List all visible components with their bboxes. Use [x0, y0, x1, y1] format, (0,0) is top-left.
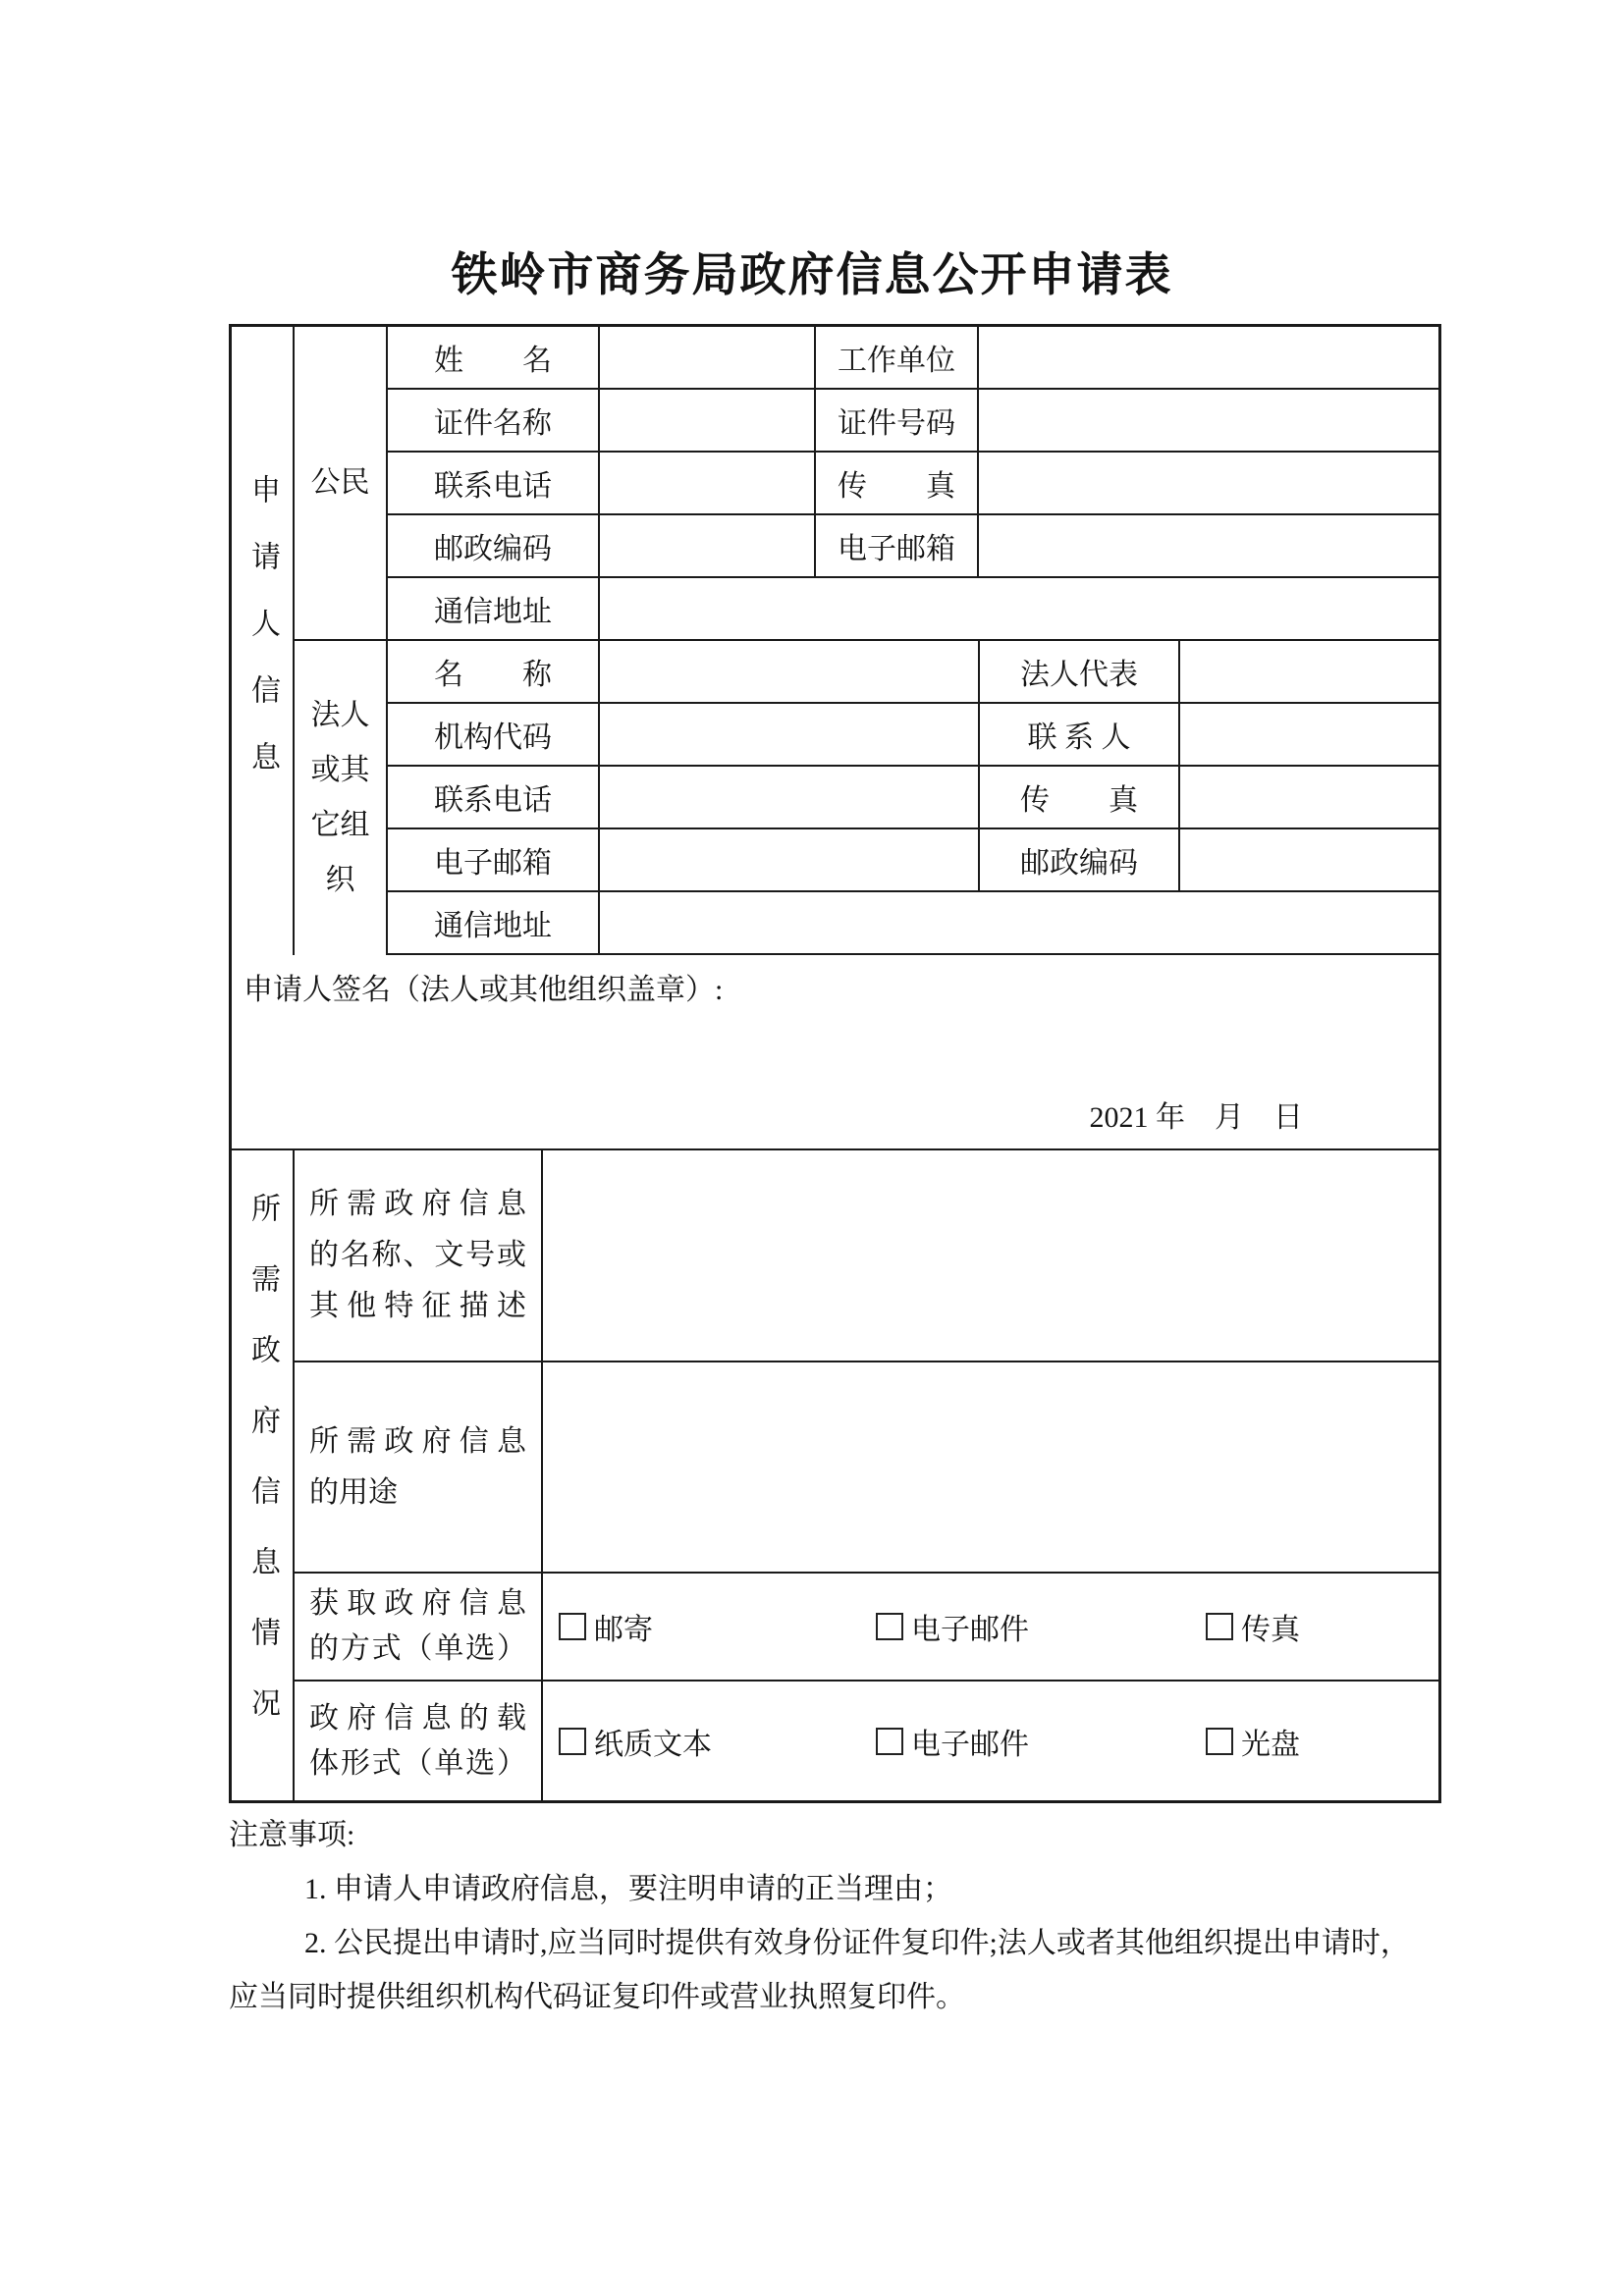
label-line: 所需政府信息 [309, 1424, 526, 1458]
field-label-media-format [295, 1682, 543, 1800]
field-value-name[interactable] [600, 327, 816, 390]
checkbox-fax-icon[interactable] [1206, 1613, 1233, 1640]
page-title: 铁岭市商务局政府信息公开申请表 [451, 250, 1173, 301]
option-email-media[interactable] [876, 1720, 1029, 1763]
field-label-org-postal-code: 邮政编码 [980, 829, 1180, 892]
delivery-method-options [543, 1574, 1438, 1680]
note-line-1: 1. 申请人申请政府信息，要注明申请的正当理由； [304, 1873, 952, 1905]
table-row [388, 767, 1438, 829]
field-label-org-phone: 联系电话 [388, 767, 600, 829]
applicant-info-section [232, 327, 1438, 955]
table-row [388, 704, 1438, 767]
label-line: 其他特征描述 [309, 1290, 526, 1322]
label-line: 的方式（单选） [309, 1632, 526, 1665]
citizen-group [295, 327, 1438, 641]
applicant-section-header [232, 327, 295, 955]
field-value-org-code[interactable] [600, 704, 980, 767]
field-value-org-phone[interactable] [600, 767, 980, 829]
field-value-legal-rep[interactable] [1180, 641, 1438, 704]
field-label-delivery-method [295, 1574, 543, 1680]
info-purpose-row [295, 1362, 1438, 1574]
field-value-info-description[interactable] [543, 1150, 1438, 1361]
requested-info-header-text: 所需政府信息情况 [246, 1193, 279, 1758]
field-value-org-postal-code[interactable] [1180, 829, 1438, 892]
field-value-email[interactable] [979, 515, 1438, 578]
legal-group-header-text: 法人或其它组织 [310, 699, 370, 896]
field-value-address[interactable] [600, 578, 1438, 641]
label-line: 体形式（单选） [309, 1746, 526, 1780]
field-label-phone: 联系电话 [388, 453, 600, 515]
label-line: 政府信息的载 [309, 1701, 526, 1735]
option-fax-label: 传真 [1241, 1614, 1300, 1646]
checkbox-paper-icon[interactable] [559, 1728, 586, 1755]
field-value-id-type[interactable] [600, 390, 816, 453]
checkbox-cd-icon[interactable] [1206, 1728, 1233, 1755]
note-line-2: 2. 公民提出申请时,应当同时提供有效身份证件复印件;法人或者其他组织提出申请时， [304, 1927, 1410, 1959]
requested-info-header [232, 1150, 295, 1800]
note-line-3: 应当同时提供组织机构代码证复印件或营业执照复印件。 [229, 1981, 965, 2013]
legal-person-group [295, 641, 1438, 955]
field-label-id-type: 证件名称 [388, 390, 600, 453]
field-label-info-description [295, 1150, 543, 1361]
table-row [388, 515, 1438, 578]
table-row [388, 578, 1438, 641]
field-label-org-code: 机构代码 [388, 704, 600, 767]
field-label-id-number: 证件号码 [816, 390, 979, 453]
option-paper-label: 纸质文本 [594, 1728, 712, 1761]
field-value-fax[interactable] [979, 453, 1438, 515]
field-label-legal-rep: 法人代表 [980, 641, 1180, 704]
option-fax[interactable] [1206, 1605, 1300, 1648]
option-email[interactable] [876, 1605, 1029, 1648]
field-value-contact-person[interactable] [1180, 704, 1438, 767]
signature-section [232, 955, 1438, 1150]
option-email-label: 电子邮件 [911, 1614, 1029, 1646]
table-row [388, 327, 1438, 390]
info-description-row [295, 1150, 1438, 1362]
field-label-org-address: 通信地址 [388, 892, 600, 955]
option-cd[interactable] [1206, 1720, 1300, 1763]
field-label-postal-code: 邮政编码 [388, 515, 600, 578]
option-mail-label: 邮寄 [594, 1614, 653, 1646]
field-value-phone[interactable] [600, 453, 816, 515]
applicant-section-header-text: 申请人信息 [246, 474, 279, 808]
table-row [388, 829, 1438, 892]
notes-heading: 注意事项: [229, 1819, 355, 1851]
option-mail[interactable] [559, 1605, 653, 1648]
field-label-org-name: 名 称 [388, 641, 600, 704]
label-line: 获取政府信息 [309, 1587, 526, 1620]
notes-section [229, 1808, 1441, 2024]
checkbox-mail-icon[interactable] [559, 1613, 586, 1640]
field-label-fax: 传 真 [816, 453, 979, 515]
signature-date: 2021 年 月 日 [1089, 1101, 1303, 1134]
table-row [388, 641, 1438, 704]
media-format-row [295, 1682, 1438, 1800]
field-label-contact-person: 联 系 人 [980, 704, 1180, 767]
table-row [388, 390, 1438, 453]
field-label-address: 通信地址 [388, 578, 600, 641]
field-value-info-purpose[interactable] [543, 1362, 1438, 1572]
field-value-org-email[interactable] [600, 829, 980, 892]
field-label-info-purpose [295, 1362, 543, 1572]
legal-group-header [295, 641, 388, 955]
field-value-postal-code[interactable] [600, 515, 816, 578]
requested-info-section [232, 1150, 1438, 1800]
field-label-org-fax: 传 真 [980, 767, 1180, 829]
application-form-table [229, 324, 1441, 1803]
media-format-options [543, 1682, 1438, 1800]
field-label-work-unit: 工作单位 [816, 327, 979, 390]
signature-label: 申请人签名（法人或其他组织盖章）: [244, 974, 724, 1006]
option-cd-label: 光盘 [1241, 1728, 1300, 1761]
checkbox-email-icon[interactable] [876, 1613, 903, 1640]
field-value-org-name[interactable] [600, 641, 980, 704]
citizen-group-header [295, 327, 388, 641]
delivery-method-row [295, 1574, 1438, 1682]
field-label-email: 电子邮箱 [816, 515, 979, 578]
field-value-org-address[interactable] [600, 892, 1438, 955]
option-email-media-label: 电子邮件 [911, 1728, 1029, 1761]
label-line: 的名称、文号或 [309, 1239, 526, 1271]
field-label-name: 姓 名 [388, 327, 600, 390]
field-label-org-email: 电子邮箱 [388, 829, 600, 892]
table-row [388, 892, 1438, 955]
field-value-id-number[interactable] [979, 390, 1438, 453]
citizen-group-header-text: 公民 [310, 466, 370, 499]
field-value-work-unit[interactable] [979, 327, 1438, 390]
field-value-org-fax[interactable] [1180, 767, 1438, 829]
label-line: 的用途 [309, 1475, 398, 1509]
checkbox-email-media-icon[interactable] [876, 1728, 903, 1755]
label-line: 所需政府信息 [309, 1188, 526, 1220]
option-paper[interactable] [559, 1720, 712, 1763]
table-row [388, 453, 1438, 515]
